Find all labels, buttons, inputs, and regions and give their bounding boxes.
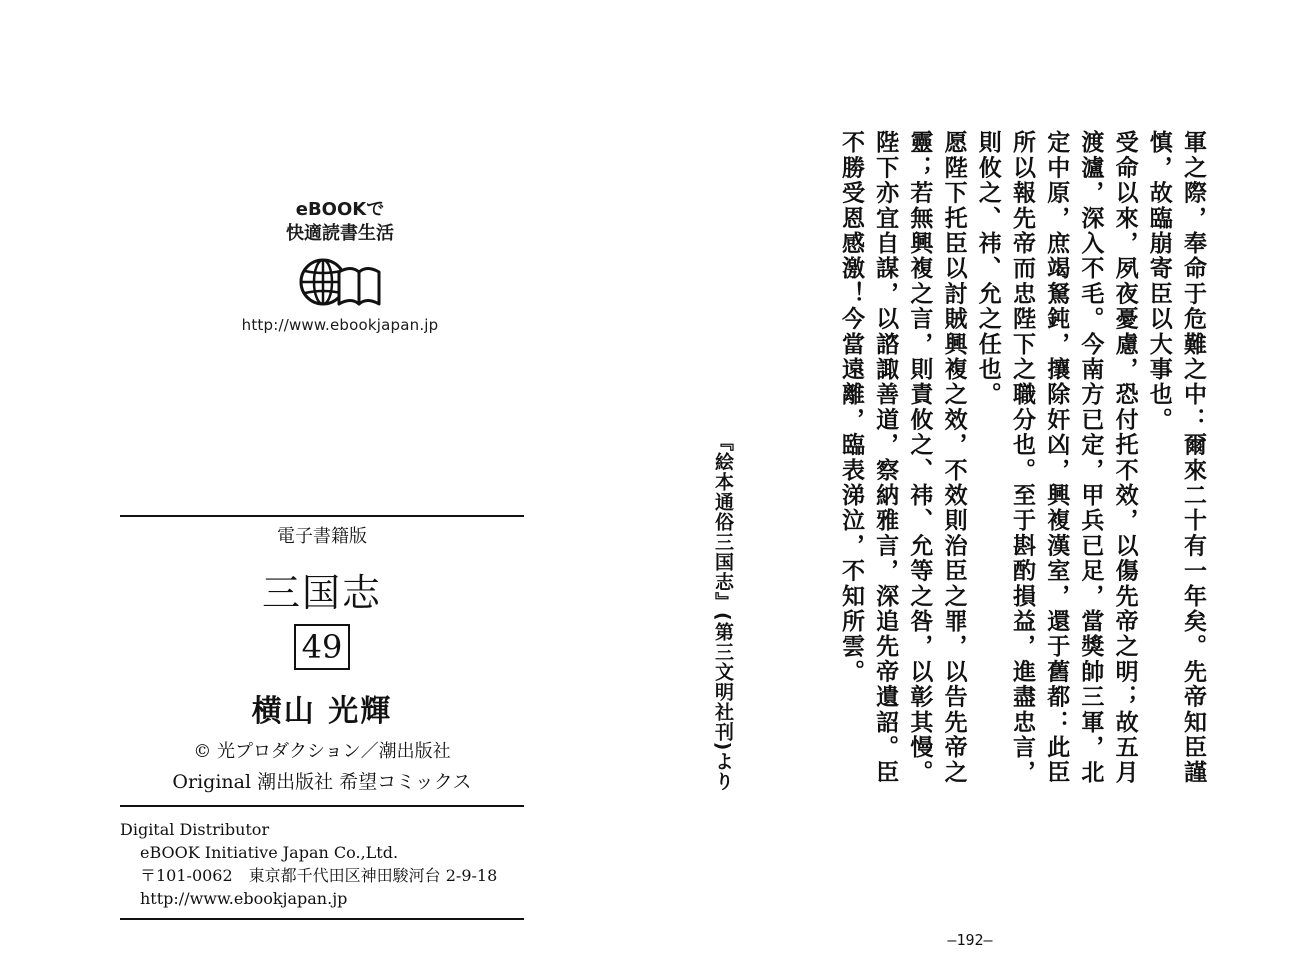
text-column: 則攸之、祎、允之任也。 <box>974 130 1001 408</box>
source-credit: 『絵本通俗三国志』(第三文明社刊)より <box>712 432 734 792</box>
distributor-url: http://www.ebookjapan.jp <box>140 889 348 908</box>
text-column: 所以報先帝而忠陛下之職分也。至于斟酌損益，進盡忠言， <box>1008 130 1035 786</box>
volume-wrapper <box>120 624 524 670</box>
text-column: 慎，故臨崩寄臣以大事也。 <box>1145 130 1172 433</box>
promo-line-1: eBOOKで <box>295 199 385 220</box>
author-name: 横山 光輝 <box>251 694 393 729</box>
text-column: 軍之際，奉命于危難之中：爾來二十有一年矣。先帝知臣謹 <box>1180 130 1206 786</box>
page-number: –192– <box>947 931 993 949</box>
main-text-block <box>800 130 1210 810</box>
book-title: 三国志 <box>261 571 382 615</box>
text-column: 靈；若無興複之言，則責攸之、祎、允等之咎，以彰其慢。 <box>906 130 933 786</box>
text-column: 定中原，庶竭駑鈍，攘除奸凶，興複漢室，還于舊都：此臣 <box>1043 130 1070 786</box>
promo-url: http://www.ebookjapan.jp <box>241 316 439 334</box>
distributor-block <box>120 818 540 910</box>
distributor-company: eBOOK Initiative Japan Co.,Ltd. <box>140 843 399 862</box>
edition-label: 電子書籍版 <box>277 526 367 547</box>
text-column: 渡瀘，深入不毛。今南方已定，甲兵已足，當獎帥三軍，北 <box>1077 130 1104 786</box>
text-column: 不勝受恩感激！今當遠離，臨表涕泣，不知所雲。 <box>837 130 864 685</box>
colophon-bottom-rule <box>120 918 524 920</box>
globe-book-logo-icon <box>299 252 381 312</box>
distributor-address: 〒101-0062 東京都千代田区神田駿河台 2-9-18 <box>140 866 498 885</box>
ebook-promo-block <box>190 198 490 334</box>
original-publisher-line: Original 潮出版社 希望コミックス <box>172 771 472 793</box>
volume-number: 49 <box>294 624 351 670</box>
text-column: 受命以來，夙夜憂慮，恐付托不效，以傷先帝之明；故五月 <box>1111 130 1138 786</box>
copyright-line: © 光プロダクション／潮出版社 <box>193 741 451 762</box>
colophon-middle-rule <box>120 805 524 807</box>
text-column: 愿陛下托臣以討賊興複之效，不效則治臣之罪，以告先帝之 <box>940 130 967 786</box>
promo-line-2: 快適読書生活 <box>286 223 394 244</box>
text-column: 陛下亦宜自謀，以諮諏善道，察納雅言，深追先帝遺詔。臣 <box>872 130 899 786</box>
distributor-label: Digital Distributor <box>120 820 270 839</box>
colophon-top-rule <box>120 515 524 517</box>
